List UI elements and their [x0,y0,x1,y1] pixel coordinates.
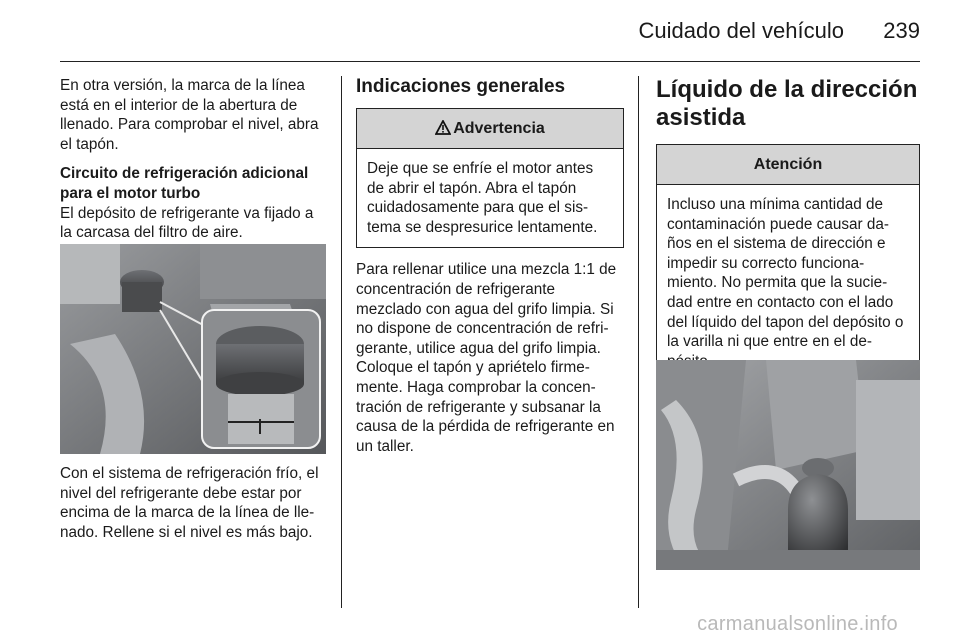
column-divider [638,76,639,608]
watermark-text: carmanualsonline.info [697,613,898,635]
intro-paragraph: En otra versión, la marca de la línea está en el interior de la abertura de llenado. Para comprobar el nivel, abra el tapón. [60,77,319,153]
notice-box [656,144,920,382]
column-divider [341,76,342,608]
coolant-reservoir-photo [60,244,326,454]
page-header [60,0,920,62]
turbo-cooling-text: El depósito de refrigerante va fijado a la carcasa del filtro de aire. [60,204,314,242]
warning-text: Deje que se enfríe el motor antes de abrir el tapón. Abra el tapón cuidadosamente para que el sis-tema se despresurice lentamente. [367,160,598,236]
column-left-lower [60,464,326,552]
warning-triangle-icon [435,111,451,151]
page-number: 239 [883,18,920,43]
notice-header: Atención [657,145,919,185]
power-steering-reservoir-photo [656,360,920,570]
warning-box [356,108,624,248]
warning-title: Advertencia [453,120,545,137]
warning-header [357,109,623,149]
column-middle [356,76,624,466]
section-title: Cuidado del vehículo [638,18,844,43]
column-right [656,76,920,382]
refill-paragraph: Para rellenar utilice una mezcla 1:1 de concentración de refrigerante mezclado con agua del grifo limpia. Si no dispone de concentración de refri-gerante, utilice agua del grifo limpia. Coloque el tapón y apriételo firme-mente. Haga comprobar la concen-tración de refrigerante y subsanar la causa de la pérdida de refrigerante en un taller. [356,261,617,455]
coolant-reservoir-illustration [60,244,326,454]
notice-text: Incluso una mínima cantidad de contaminación puede causar da-ños en el sistema de dirección e impedir su correcto funciona-miento. No permita que la sucie-dad entre en contacto con el lado del líquido del tapon del depósito o la varilla ni que entre en el de- [667,196,904,351]
heading-power-steering: Líquido de la dirección asistida [656,76,918,131]
column-left [60,76,326,253]
heading-general: Indicaciones generales [356,76,566,97]
steering-reservoir-illustration [656,360,920,570]
subheading-turbo-cooling: Circuito de refrigeración adicional para el motor turbo [60,165,309,202]
coolant-level-paragraph: Con el sistema de refrigeración frío, el nivel del refrigerante debe estar por encima de la marca de la línea de lle-nado. Rellene si el nivel es más bajo. [60,465,319,541]
